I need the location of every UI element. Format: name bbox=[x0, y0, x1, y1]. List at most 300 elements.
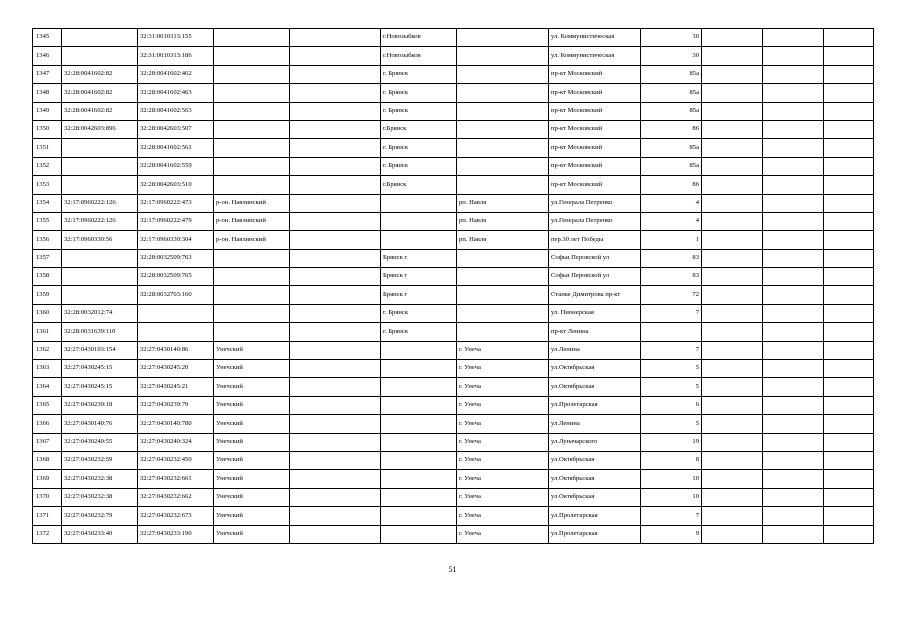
cadastral-number-cell: 32:28:0041602:462 bbox=[138, 65, 214, 83]
cadastral-number-cell: 32:31:0010313:155 bbox=[138, 29, 214, 47]
settlement-cell bbox=[457, 84, 549, 102]
col-empty-4-cell bbox=[824, 268, 874, 286]
row-number-cell: 1357 bbox=[33, 249, 62, 267]
col-empty-4-cell bbox=[824, 102, 874, 120]
district-cell: Унечский bbox=[214, 360, 290, 378]
col-empty-1-cell bbox=[290, 120, 381, 138]
street-cell: ул.Генерала Петренко bbox=[549, 194, 641, 212]
col-empty-1-cell bbox=[290, 286, 381, 304]
col-empty-1-cell bbox=[290, 212, 381, 230]
col-empty-2-cell bbox=[702, 451, 763, 469]
city-cell: г. Брянск bbox=[381, 84, 457, 102]
col-empty-3-cell bbox=[763, 139, 824, 157]
house-number-cell: 1 bbox=[641, 231, 702, 249]
parent-cadastral-number-cell bbox=[62, 286, 138, 304]
col-empty-4-cell bbox=[824, 29, 874, 47]
table-row bbox=[33, 29, 874, 47]
col-empty-1-cell bbox=[290, 507, 381, 525]
col-empty-3-cell bbox=[763, 194, 824, 212]
district-cell: Унечский bbox=[214, 507, 290, 525]
settlement-cell: г. Унеча bbox=[457, 341, 549, 359]
col-empty-2-cell bbox=[702, 29, 763, 47]
street-cell: пр-кт Московский bbox=[549, 176, 641, 194]
settlement-cell bbox=[457, 120, 549, 138]
city-cell: г.Брянск bbox=[381, 120, 457, 138]
row-number-cell: 1369 bbox=[33, 470, 62, 488]
street-cell: пр-кт Московский bbox=[549, 102, 641, 120]
cadastral-number-cell bbox=[138, 323, 214, 341]
parent-cadastral-number-cell: 32:27:0430103:154 bbox=[62, 341, 138, 359]
city-cell: Брянск г bbox=[381, 268, 457, 286]
street-cell: ул.Октябрьская bbox=[549, 451, 641, 469]
house-number-cell: 7 bbox=[641, 341, 702, 359]
document-table-container bbox=[32, 28, 874, 544]
parent-cadastral-number-cell: 32:17:0960222:126 bbox=[62, 194, 138, 212]
col-empty-4-cell bbox=[824, 194, 874, 212]
cadastral-number-cell: 32:31:0010313:186 bbox=[138, 47, 214, 65]
cadastral-number-cell: 32:27:0430239:79 bbox=[138, 396, 214, 414]
cadastral-number-cell: 32:28:0041602:563 bbox=[138, 102, 214, 120]
row-number-cell: 1371 bbox=[33, 507, 62, 525]
settlement-cell bbox=[457, 157, 549, 175]
district-cell bbox=[214, 47, 290, 65]
cadastral-number-cell: 32:27:0430245:21 bbox=[138, 378, 214, 396]
house-number-cell: 9 bbox=[641, 525, 702, 543]
cadastral-number-cell: 32:28:0032509:765 bbox=[138, 268, 214, 286]
city-cell bbox=[381, 507, 457, 525]
house-number-cell: 4 bbox=[641, 194, 702, 212]
table-row bbox=[33, 120, 874, 138]
district-cell: Унечский bbox=[214, 525, 290, 543]
table-row bbox=[33, 176, 874, 194]
col-empty-1-cell bbox=[290, 268, 381, 286]
col-empty-4-cell bbox=[824, 488, 874, 506]
house-number-cell: 8 bbox=[641, 451, 702, 469]
col-empty-1-cell bbox=[290, 176, 381, 194]
district-cell bbox=[214, 249, 290, 267]
city-cell bbox=[381, 396, 457, 414]
col-empty-2-cell bbox=[702, 488, 763, 506]
street-cell: пер.30 лет Победы bbox=[549, 231, 641, 249]
col-empty-1-cell bbox=[290, 396, 381, 414]
col-empty-3-cell bbox=[763, 84, 824, 102]
settlement-cell bbox=[457, 304, 549, 322]
house-number-cell: 19 bbox=[641, 433, 702, 451]
col-empty-2-cell bbox=[702, 341, 763, 359]
col-empty-4-cell bbox=[824, 433, 874, 451]
col-empty-1-cell bbox=[290, 304, 381, 322]
house-number-cell: 83 bbox=[641, 249, 702, 267]
street-cell: ул.Октябрьская bbox=[549, 360, 641, 378]
cadastral-number-cell: 32:27:0430232:662 bbox=[138, 488, 214, 506]
parent-cadastral-number-cell bbox=[62, 157, 138, 175]
col-empty-4-cell bbox=[824, 378, 874, 396]
street-cell: пр-кт Ленина bbox=[549, 323, 641, 341]
col-empty-4-cell bbox=[824, 120, 874, 138]
table-row bbox=[33, 194, 874, 212]
district-cell: Унечский bbox=[214, 341, 290, 359]
col-empty-1-cell bbox=[290, 139, 381, 157]
row-number-cell: 1349 bbox=[33, 102, 62, 120]
parent-cadastral-number-cell: 32:28:0031639:110 bbox=[62, 323, 138, 341]
row-number-cell: 1361 bbox=[33, 323, 62, 341]
col-empty-1-cell bbox=[290, 341, 381, 359]
col-empty-3-cell bbox=[763, 286, 824, 304]
street-cell: ул.Пролетарская bbox=[549, 525, 641, 543]
house-number-cell: 30 bbox=[641, 29, 702, 47]
parent-cadastral-number-cell: 32:27:0430245:15 bbox=[62, 360, 138, 378]
street-cell: пр-кт Московский bbox=[549, 84, 641, 102]
table-row bbox=[33, 360, 874, 378]
col-empty-1-cell bbox=[290, 65, 381, 83]
row-number-cell: 1364 bbox=[33, 378, 62, 396]
col-empty-3-cell bbox=[763, 341, 824, 359]
row-number-cell: 1356 bbox=[33, 231, 62, 249]
city-cell: г. Брянск bbox=[381, 157, 457, 175]
table-row bbox=[33, 84, 874, 102]
street-cell: ул.Пролетарская bbox=[549, 396, 641, 414]
house-number-cell: 5 bbox=[641, 415, 702, 433]
col-empty-3-cell bbox=[763, 323, 824, 341]
street-cell: ул. Пионерская bbox=[549, 304, 641, 322]
cadastral-number-cell: 32:27:0430232:661 bbox=[138, 470, 214, 488]
cadastral-number-cell bbox=[138, 304, 214, 322]
row-number-cell: 1367 bbox=[33, 433, 62, 451]
settlement-cell: г. Унеча bbox=[457, 433, 549, 451]
settlement-cell bbox=[457, 286, 549, 304]
col-empty-2-cell bbox=[702, 120, 763, 138]
col-empty-3-cell bbox=[763, 415, 824, 433]
district-cell: р-он. Навлинский bbox=[214, 194, 290, 212]
cadastral-number-cell: 32:27:0430232:673 bbox=[138, 507, 214, 525]
table-row bbox=[33, 415, 874, 433]
col-empty-4-cell bbox=[824, 157, 874, 175]
table-row bbox=[33, 451, 874, 469]
col-empty-2-cell bbox=[702, 378, 763, 396]
parent-cadastral-number-cell bbox=[62, 139, 138, 157]
col-empty-4-cell bbox=[824, 249, 874, 267]
col-empty-2-cell bbox=[702, 139, 763, 157]
table-row bbox=[33, 102, 874, 120]
col-empty-1-cell bbox=[290, 194, 381, 212]
row-number-cell: 1350 bbox=[33, 120, 62, 138]
row-number-cell: 1372 bbox=[33, 525, 62, 543]
house-number-cell: 5 bbox=[641, 378, 702, 396]
row-number-cell: 1355 bbox=[33, 212, 62, 230]
house-number-cell: 85а bbox=[641, 139, 702, 157]
cadastral-number-cell: 32:27:0430245:20 bbox=[138, 360, 214, 378]
col-empty-3-cell bbox=[763, 396, 824, 414]
cadastral-number-cell: 32:27:0430240:324 bbox=[138, 433, 214, 451]
col-empty-2-cell bbox=[702, 323, 763, 341]
city-cell: Брянск г bbox=[381, 286, 457, 304]
parent-cadastral-number-cell: 32:27:0430240:55 bbox=[62, 433, 138, 451]
table-row bbox=[33, 341, 874, 359]
table-row bbox=[33, 231, 874, 249]
table-row bbox=[33, 47, 874, 65]
district-cell bbox=[214, 176, 290, 194]
col-empty-2-cell bbox=[702, 304, 763, 322]
city-cell bbox=[381, 470, 457, 488]
city-cell: г. Брянск bbox=[381, 323, 457, 341]
table-row bbox=[33, 470, 874, 488]
district-cell bbox=[214, 29, 290, 47]
col-empty-1-cell bbox=[290, 415, 381, 433]
city-cell: г. Брянск bbox=[381, 304, 457, 322]
settlement-cell bbox=[457, 29, 549, 47]
district-cell: Унечский bbox=[214, 488, 290, 506]
table-row bbox=[33, 65, 874, 83]
house-number-cell: 7 bbox=[641, 304, 702, 322]
district-cell bbox=[214, 139, 290, 157]
district-cell bbox=[214, 102, 290, 120]
district-cell bbox=[214, 65, 290, 83]
col-empty-4-cell bbox=[824, 231, 874, 249]
house-number-cell: 10 bbox=[641, 488, 702, 506]
col-empty-3-cell bbox=[763, 176, 824, 194]
house-number-cell: 86 bbox=[641, 176, 702, 194]
parent-cadastral-number-cell: 32:27:0430245:15 bbox=[62, 378, 138, 396]
col-empty-4-cell bbox=[824, 507, 874, 525]
settlement-cell: г. Унеча bbox=[457, 451, 549, 469]
table-row bbox=[33, 249, 874, 267]
settlement-cell bbox=[457, 102, 549, 120]
registry-table bbox=[32, 28, 874, 544]
col-empty-2-cell bbox=[702, 249, 763, 267]
district-cell bbox=[214, 157, 290, 175]
col-empty-1-cell bbox=[290, 470, 381, 488]
table-row bbox=[33, 157, 874, 175]
cadastral-number-cell: 32:17:0960222:473 bbox=[138, 194, 214, 212]
district-cell bbox=[214, 84, 290, 102]
city-cell: г. Брянск bbox=[381, 102, 457, 120]
house-number-cell: 72 bbox=[641, 286, 702, 304]
street-cell: Софьи Перовской ул bbox=[549, 268, 641, 286]
cadastral-number-cell: 32:17:0960330:304 bbox=[138, 231, 214, 249]
col-empty-1-cell bbox=[290, 102, 381, 120]
city-cell: г.Новозыбков bbox=[381, 47, 457, 65]
city-cell bbox=[381, 433, 457, 451]
col-empty-1-cell bbox=[290, 249, 381, 267]
district-cell: Унечский bbox=[214, 396, 290, 414]
house-number-cell: 6 bbox=[641, 396, 702, 414]
district-cell: Унечский bbox=[214, 415, 290, 433]
parent-cadastral-number-cell: 32:28:0042603:896 bbox=[62, 120, 138, 138]
col-empty-4-cell bbox=[824, 360, 874, 378]
street-cell: ул.Пролетарская bbox=[549, 507, 641, 525]
city-cell: г.Новозыбков bbox=[381, 29, 457, 47]
city-cell bbox=[381, 231, 457, 249]
house-number-cell: 4 bbox=[641, 212, 702, 230]
cadastral-number-cell: 32:17:0960222:479 bbox=[138, 212, 214, 230]
col-empty-3-cell bbox=[763, 525, 824, 543]
parent-cadastral-number-cell: 32:17:0960330:56 bbox=[62, 231, 138, 249]
row-number-cell: 1345 bbox=[33, 29, 62, 47]
city-cell bbox=[381, 415, 457, 433]
district-cell bbox=[214, 304, 290, 322]
col-empty-1-cell bbox=[290, 525, 381, 543]
row-number-cell: 1348 bbox=[33, 84, 62, 102]
col-empty-2-cell bbox=[702, 47, 763, 65]
col-empty-4-cell bbox=[824, 470, 874, 488]
table-row bbox=[33, 212, 874, 230]
table-row bbox=[33, 488, 874, 506]
col-empty-3-cell bbox=[763, 65, 824, 83]
col-empty-4-cell bbox=[824, 304, 874, 322]
col-empty-4-cell bbox=[824, 525, 874, 543]
district-cell: Унечский bbox=[214, 433, 290, 451]
cadastral-number-cell: 32:27:0430140:86 bbox=[138, 341, 214, 359]
street-cell: Софьи Перовской ул bbox=[549, 249, 641, 267]
house-number-cell: 7 bbox=[641, 507, 702, 525]
col-empty-4-cell bbox=[824, 139, 874, 157]
parent-cadastral-number-cell bbox=[62, 268, 138, 286]
city-cell: г. Брянск bbox=[381, 65, 457, 83]
parent-cadastral-number-cell: 32:27:0430232:38 bbox=[62, 488, 138, 506]
row-number-cell: 1360 bbox=[33, 304, 62, 322]
row-number-cell: 1354 bbox=[33, 194, 62, 212]
row-number-cell: 1370 bbox=[33, 488, 62, 506]
street-cell: пр-кт Московский bbox=[549, 157, 641, 175]
col-empty-4-cell bbox=[824, 84, 874, 102]
col-empty-4-cell bbox=[824, 176, 874, 194]
settlement-cell bbox=[457, 176, 549, 194]
cadastral-number-cell: 32:27:0430233:190 bbox=[138, 525, 214, 543]
col-empty-2-cell bbox=[702, 470, 763, 488]
settlement-cell: г. Унеча bbox=[457, 488, 549, 506]
settlement-cell: г. Унеча bbox=[457, 396, 549, 414]
cadastral-number-cell: 32:28:0041602:561 bbox=[138, 139, 214, 157]
cadastral-number-cell: 32:28:0041602:559 bbox=[138, 157, 214, 175]
city-cell bbox=[381, 525, 457, 543]
col-empty-2-cell bbox=[702, 84, 763, 102]
street-cell: ул.Генерала Петренко bbox=[549, 212, 641, 230]
settlement-cell: г. Унеча bbox=[457, 507, 549, 525]
district-cell bbox=[214, 323, 290, 341]
house-number-cell: 85а bbox=[641, 65, 702, 83]
city-cell bbox=[381, 451, 457, 469]
table-row bbox=[33, 378, 874, 396]
street-cell: пр-кт Московский bbox=[549, 120, 641, 138]
city-cell: г. Брянск bbox=[381, 139, 457, 157]
city-cell bbox=[381, 341, 457, 359]
table-row bbox=[33, 433, 874, 451]
parent-cadastral-number-cell bbox=[62, 47, 138, 65]
col-empty-1-cell bbox=[290, 84, 381, 102]
row-number-cell: 1358 bbox=[33, 268, 62, 286]
street-cell: ул.Луначарского bbox=[549, 433, 641, 451]
parent-cadastral-number-cell: 32:27:0430232:38 bbox=[62, 470, 138, 488]
col-empty-3-cell bbox=[763, 47, 824, 65]
parent-cadastral-number-cell bbox=[62, 29, 138, 47]
street-cell: ул. Коммунистическая bbox=[549, 29, 641, 47]
col-empty-3-cell bbox=[763, 212, 824, 230]
col-empty-2-cell bbox=[702, 525, 763, 543]
city-cell: г.Брянск bbox=[381, 176, 457, 194]
col-empty-3-cell bbox=[763, 378, 824, 396]
city-cell: Брянск г bbox=[381, 249, 457, 267]
district-cell bbox=[214, 120, 290, 138]
city-cell bbox=[381, 360, 457, 378]
col-empty-3-cell bbox=[763, 157, 824, 175]
col-empty-4-cell bbox=[824, 47, 874, 65]
page-number: 51 bbox=[448, 565, 457, 574]
col-empty-4-cell bbox=[824, 65, 874, 83]
district-cell: р-он. Навлинский bbox=[214, 212, 290, 230]
settlement-cell: г. Унеча bbox=[457, 525, 549, 543]
district-cell bbox=[214, 268, 290, 286]
house-number-cell: 85а bbox=[641, 84, 702, 102]
col-empty-1-cell bbox=[290, 433, 381, 451]
settlement-cell: г. Унеча bbox=[457, 378, 549, 396]
settlement-cell bbox=[457, 249, 549, 267]
col-empty-3-cell bbox=[763, 120, 824, 138]
district-cell: р-он. Навлинский bbox=[214, 231, 290, 249]
row-number-cell: 1363 bbox=[33, 360, 62, 378]
settlement-cell bbox=[457, 139, 549, 157]
house-number-cell: 85а bbox=[641, 102, 702, 120]
col-empty-1-cell bbox=[290, 47, 381, 65]
col-empty-4-cell bbox=[824, 212, 874, 230]
table-row bbox=[33, 286, 874, 304]
table-row bbox=[33, 139, 874, 157]
col-empty-1-cell bbox=[290, 29, 381, 47]
parent-cadastral-number-cell: 32:28:0032012:74 bbox=[62, 304, 138, 322]
parent-cadastral-number-cell: 32:28:0041602:82 bbox=[62, 84, 138, 102]
col-empty-1-cell bbox=[290, 323, 381, 341]
house-number-cell: 5 bbox=[641, 360, 702, 378]
cadastral-number-cell: 32:27:0430232:450 bbox=[138, 451, 214, 469]
street-cell: пр-кт Московский bbox=[549, 65, 641, 83]
row-number-cell: 1347 bbox=[33, 65, 62, 83]
settlement-cell bbox=[457, 47, 549, 65]
col-empty-3-cell bbox=[763, 488, 824, 506]
street-cell: ул. Коммунистическая bbox=[549, 47, 641, 65]
table-row bbox=[33, 396, 874, 414]
parent-cadastral-number-cell: 32:28:0041602:82 bbox=[62, 102, 138, 120]
col-empty-2-cell bbox=[702, 396, 763, 414]
col-empty-2-cell bbox=[702, 157, 763, 175]
table-row bbox=[33, 323, 874, 341]
col-empty-4-cell bbox=[824, 451, 874, 469]
col-empty-3-cell bbox=[763, 433, 824, 451]
house-number-cell: 83 bbox=[641, 268, 702, 286]
table-body bbox=[33, 29, 874, 544]
col-empty-3-cell bbox=[763, 451, 824, 469]
house-number-cell: 85а bbox=[641, 157, 702, 175]
city-cell bbox=[381, 194, 457, 212]
cadastral-number-cell: 32:27:0430140:780 bbox=[138, 415, 214, 433]
parent-cadastral-number-cell bbox=[62, 249, 138, 267]
col-empty-2-cell bbox=[702, 268, 763, 286]
cadastral-number-cell: 32:28:0032509:763 bbox=[138, 249, 214, 267]
table-row bbox=[33, 304, 874, 322]
parent-cadastral-number-cell: 32:27:0430233:40 bbox=[62, 525, 138, 543]
row-number-cell: 1351 bbox=[33, 139, 62, 157]
col-empty-2-cell bbox=[702, 102, 763, 120]
settlement-cell bbox=[457, 323, 549, 341]
settlement-cell: г. Унеча bbox=[457, 360, 549, 378]
col-empty-1-cell bbox=[290, 231, 381, 249]
street-cell: ул.Ленина bbox=[549, 341, 641, 359]
settlement-cell bbox=[457, 65, 549, 83]
row-number-cell: 1346 bbox=[33, 47, 62, 65]
col-empty-2-cell bbox=[702, 415, 763, 433]
col-empty-2-cell bbox=[702, 65, 763, 83]
col-empty-3-cell bbox=[763, 360, 824, 378]
settlement-cell: г. Унеча bbox=[457, 470, 549, 488]
col-empty-1-cell bbox=[290, 451, 381, 469]
